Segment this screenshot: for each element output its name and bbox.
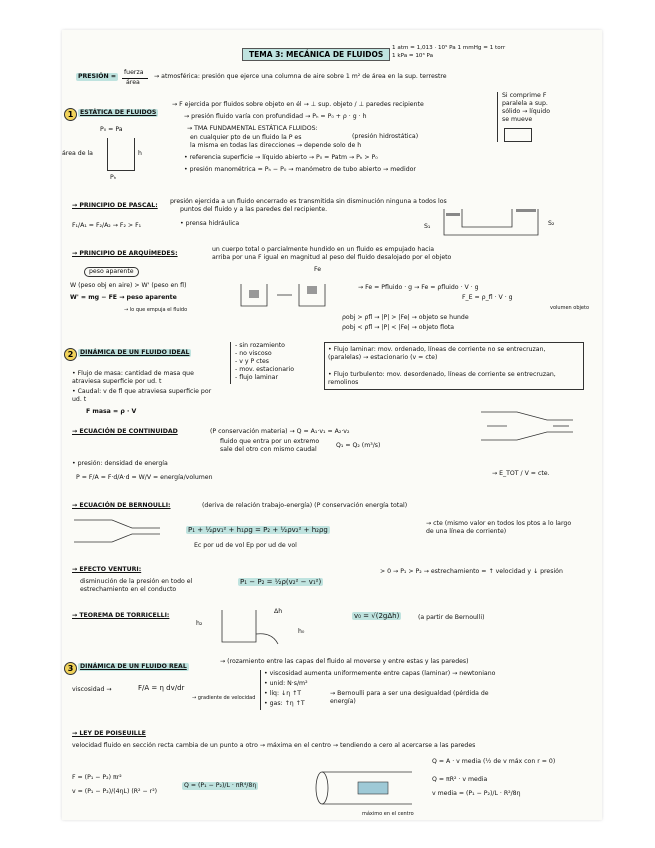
s1-line-0: → F ejercida por fluidos sobre objeto en él → ⊥ sup. objeto / ⊥ paredes recipiente — [172, 101, 424, 108]
arquimedes-line-3: → lo que empuja el fluido — [124, 307, 188, 313]
hydraulic-press-sketch — [442, 205, 542, 239]
ideal-list-1: - no viscoso — [235, 350, 272, 357]
torricelli-dh: Δh — [274, 608, 283, 615]
torricelli-h2: h₂ — [196, 620, 203, 627]
caudal: • Caudal: v de fl que atraviesa superficie por ud. t — [72, 388, 212, 403]
s1-line-3: en cualquier pto de un fluido la P es — [190, 134, 302, 141]
bernoulli-cte: → cte (mismo valor en todos los ptos a lo largo de una línea de corriente) — [426, 520, 572, 535]
fe-label: Fe — [314, 266, 322, 273]
pascal-prensa: • prensa hidráulica — [180, 220, 240, 227]
pascal-formula: F₁/A₁ = F₂/A₂ → F₂ > F₁ — [72, 222, 142, 229]
volumen-note: volumen objeto — [550, 305, 589, 311]
continuidad-q: Q₁ = Q₂ (m³/s) — [336, 442, 381, 449]
venturi-conclusion: > 0 → P₁ > P₂ → estrechamiento = ↑ velocidad y ↓ presión — [380, 568, 563, 575]
presion-energia-formula: P = F/A = F·d/A·d = W/V = energía/volumen — [76, 474, 213, 481]
poiseuille-q3: v media = (P₁ − P₂)/L · R²/8η — [432, 790, 521, 797]
container-sketch — [107, 138, 135, 171]
continuidad-desc: fluido que entra por un extremo sale del otro con mismo caudal — [220, 438, 320, 453]
buoyancy-sketch — [237, 280, 347, 310]
masa-formula: F masa = ρ · V — [86, 408, 137, 415]
cube-sketch — [504, 128, 532, 142]
torricelli-sketch — [212, 606, 305, 646]
pascal-s1: S₁ — [424, 223, 431, 230]
hydrostatic-note: (presión hidrostática) — [352, 133, 419, 140]
bernoulli-text: (deriva de relación trabajo-energía) (P conservación energía total) — [202, 502, 408, 509]
arquimedes-eq-1: → Fe = Pfluido · g → Fe = ρfluido · V · g — [358, 284, 479, 291]
visc-bullet-3: • líq: ↓η ↑T — [264, 690, 302, 697]
ideal-list — [230, 342, 295, 384]
side-note-0: Si comprime F — [502, 92, 547, 99]
side-note-3: se mueve — [502, 116, 533, 123]
arquimedes-text-2: arriba por una F igual en magnitud al peso del fluido desalojado por el objeto — [212, 254, 452, 261]
ideal-list-4: - flujo laminar — [235, 374, 279, 381]
visc-bullet-1: • viscosidad aumenta uniformemente entre capas (laminar) → newtoniano — [264, 670, 496, 677]
poiseuille-f3: Q = (P₁ − P₂)/L · πR⁴/8η — [184, 782, 257, 789]
pipe-continuity-sketch — [477, 406, 577, 446]
s1-line-6: • presión manométrica = Pₕ − P₀ → manómetro de tubo abierto → medidor — [184, 166, 416, 173]
peso-aparente-tag: peso aparente — [84, 267, 139, 277]
section-1-heading: ESTÁTICA DE FLUIDOS — [80, 109, 157, 116]
continuidad-heading: → ECUACIÓN DE CONTINUIDAD — [72, 428, 178, 435]
flujo-masa: • Flujo de masa: cantidad de masa que atraviesa superficie por ud. t — [72, 370, 194, 385]
side-note-2: sólido → líquido — [502, 108, 550, 115]
arquimedes-eq-2: F_E = ρ_fl · V · g — [462, 294, 513, 301]
poiseuille-heading: → LEY DE POISEUILLE — [72, 730, 146, 737]
flujo-turbulento: • Flujo turbulento: mov. desordenado, líneas de corriente se entrecruzan, remolinos — [328, 371, 556, 386]
s3-text: → (rozamiento entre las capas del fluido al moverse y entre estas y las paredes) — [220, 658, 469, 665]
bernoulli-equation: P₁ + ½ρv₁² + h₁ρg = P₂ + ½ρv₂² + h₂ρg — [188, 526, 328, 534]
visc-bullet-2: • unid: N·s/m² — [264, 680, 308, 687]
viscosity-bullets — [260, 670, 261, 710]
continuidad-text: (P conservación materia) → Q = A₁·v₁ = A₂·v₂ — [210, 428, 350, 435]
section-3-heading: DINÁMICA DE UN FLUIDO REAL — [80, 663, 187, 670]
pascal-heading: → PRINCIPIO DE PASCAL: — [72, 202, 158, 209]
side-note — [497, 92, 570, 142]
ideal-list-0: - sin rozamiento — [235, 342, 285, 349]
bernoulli-heading: → ECUACIÓN DE BERNOULLI: — [72, 502, 171, 509]
energia-total: → E_TOT / V = cte. — [492, 470, 550, 477]
presion-energia: • presión: densidad de energía — [72, 460, 168, 467]
presion-label: PRESIÓN = — [78, 73, 117, 80]
arquimedes-line-2: W' = mg − FE → peso aparente — [70, 294, 177, 301]
presion-description: → atmosférica: presión que ejerce una columna de aire sobre 1 m² de área en la sup. terrestre — [154, 73, 447, 80]
poiseuille-q2: Q = πR² · v media — [432, 776, 488, 783]
arquimedes-case-1: ρobj > ρfl → |P| > |Fe| → objeto se hunde — [342, 314, 469, 321]
poiseuille-pipe-sketch — [312, 768, 422, 808]
pascal-s2: S₂ — [548, 220, 555, 227]
s1-line-5: • referencia superficie → líquido abierto → P₀ = Patm → Pₕ > P₀ — [184, 154, 378, 161]
flujo-laminar: • Flujo laminar: mov. ordenado, líneas de corriente no se entrecruzan, (paralelas) → estacionario (v = cte) — [328, 346, 546, 361]
poiseuille-f1: F = (P₁ − P₂) πr² — [72, 774, 122, 781]
bernoulli-pipe-sketch — [72, 516, 162, 546]
units-line-1: 1 atm = 1,013 · 10⁵ Pa 1 mmHg = 1 torr — [392, 45, 506, 51]
venturi-text: disminución de la presión en todo el estrechamiento en el conducto — [80, 578, 193, 593]
section-number-3: 3 — [64, 662, 77, 675]
poiseuille-q1: Q = A · v media (½ de v máx con r = 0) — [432, 758, 556, 765]
poiseuille-text: velocidad fluido en sección recta cambia de un punto a otro → máxima en el centro → tendiendo a cero al acercarse a las paredes — [72, 742, 476, 749]
arquimedes-heading: → PRINCIPIO DE ARQUÍMEDES: — [72, 250, 178, 257]
side-note-1: paralela a sup. — [502, 100, 548, 107]
torricelli-heading: → TEOREMA DE TORRICELLI: — [72, 612, 170, 619]
section-number-1: 1 — [64, 108, 77, 121]
fig-left-label: área de la — [62, 150, 93, 157]
torricelli-equation: v₀ = √(2gΔh) — [354, 612, 400, 620]
ideal-list-3: - mov. estacionario — [235, 366, 295, 373]
fig-h-label: h — [138, 150, 142, 157]
section-2-heading: DINÁMICA DE UN FLUIDO IDEAL — [80, 349, 190, 356]
viscosidad-sub: → gradiente de velocidad — [192, 695, 256, 701]
poiseuille-f2: v = (P₁ − P₂)/(4ηL) (R² − r²) — [72, 788, 158, 795]
pipe-caption: máximo en el centro — [362, 811, 414, 817]
visc-bullet-5: → Bernoulli para a ser una desigualdad (pérdida de energía) — [330, 690, 489, 705]
venturi-heading: → EFECTO VENTURI: — [72, 566, 142, 573]
torricelli-note: (a partir de Bernoulli) — [418, 614, 485, 621]
page-title: TEMA 3: MECÁNICA DE FLUIDOS — [242, 48, 390, 61]
units-line-2: 1 kPa = 10³ Pa — [392, 53, 434, 59]
pascal-text-2: puntos del fluido y a las paredes del recipiente. — [180, 206, 328, 213]
notebook-page — [62, 30, 602, 820]
s1-line-1: → presión fluido varía con profundidad → Pₕ = P₀ + ρ · g · h — [184, 113, 367, 120]
flow-types-box — [324, 342, 584, 390]
fig-top-label: P₀ = Pa — [100, 126, 123, 133]
section-number-2: 2 — [64, 348, 77, 361]
bernoulli-sub: Ec por ud de vol Ep por ud de vol — [194, 542, 297, 549]
viscosidad-equation: F/A = η dv/dr — [138, 684, 185, 692]
presion-numerator: fuerza — [124, 69, 144, 76]
viscosidad-label: viscosidad → — [72, 686, 112, 693]
venturi-equation: P₁ − P₂ = ½ρ(v₂² − v₁²) — [240, 578, 322, 586]
arquimedes-text-1: un cuerpo total o parcialmente hundido en un fluido es empujado hacia — [212, 246, 435, 253]
arquimedes-case-2: ρobj < ρfl → |P| < |Fe| → objeto flota — [342, 324, 455, 331]
ideal-list-2: - v y P ctes — [235, 358, 270, 365]
torricelli-h0: h₀ — [298, 628, 305, 635]
visc-bullet-4: • gas: ↑η ↑T — [264, 700, 305, 707]
s1-line-4: la misma en todas las direcciones → depende solo de h — [190, 142, 362, 149]
arquimedes-line-1: W (peso obj en aire) > W' (peso en fl) — [70, 282, 187, 289]
fig-bottom-label: Pₕ — [110, 174, 117, 181]
presion-denominator: área — [126, 79, 140, 86]
s1-line-2: → TMA FUNDAMENTAL ESTÁTICA FLUIDOS: — [187, 125, 318, 132]
pascal-text-1: presión ejercida a un fluido encerrado es transmitida sin disminución ninguna a todos los — [170, 198, 447, 205]
